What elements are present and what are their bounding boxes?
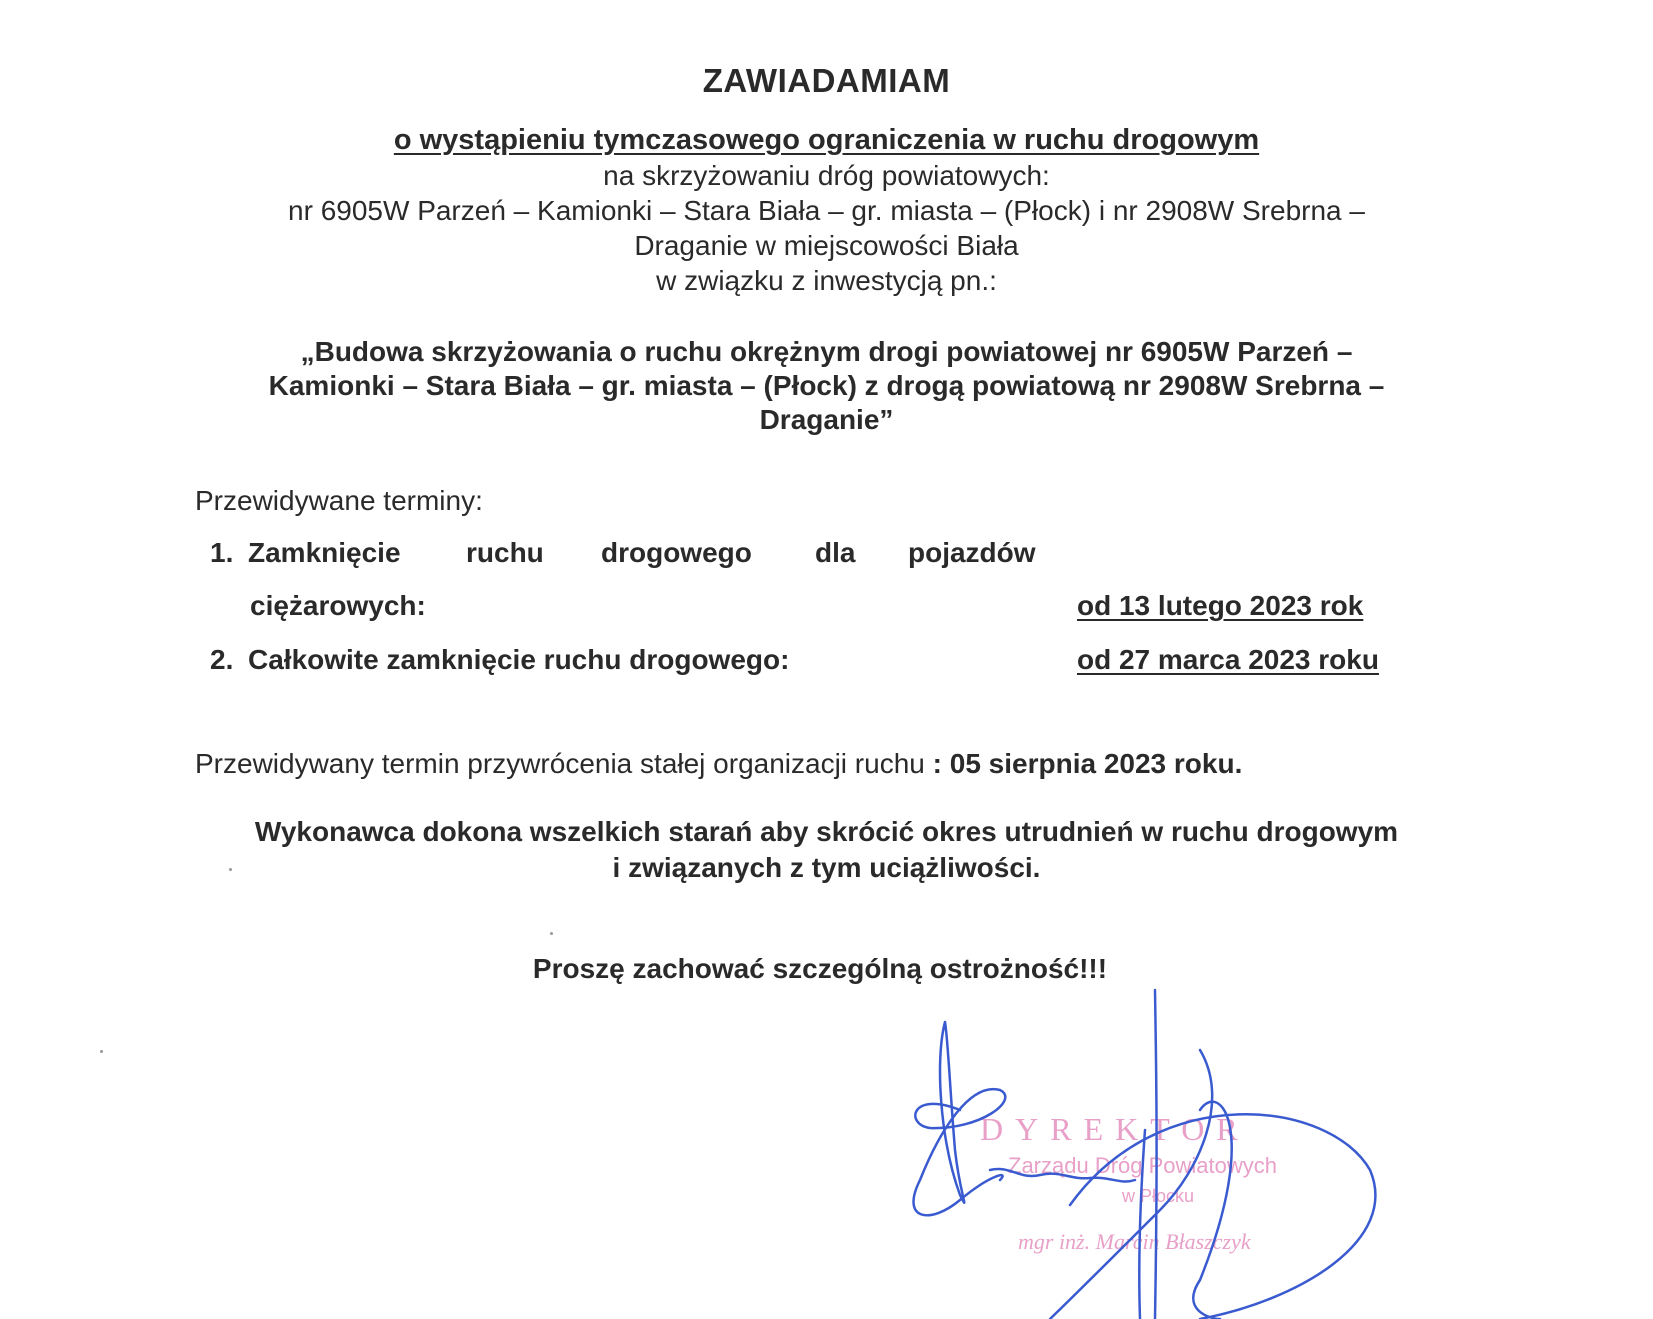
stamp-and-signature bbox=[900, 980, 1460, 1319]
scan-speck bbox=[229, 868, 232, 871]
term-1-word: Zamknięcie bbox=[248, 537, 401, 568]
restore-colon: : bbox=[924, 748, 950, 779]
contractor-line-2: i związanych z tym uciążliwości. bbox=[612, 852, 1041, 883]
stamp-title: DYREKTOR bbox=[980, 1111, 1250, 1147]
term-1-word: ruchu bbox=[466, 537, 544, 568]
location-line-4: w związku z inwestycją pn.: bbox=[656, 265, 997, 296]
scan-speck bbox=[550, 932, 553, 935]
investment-line-3: Draganie” bbox=[759, 404, 894, 435]
term-2-number: 2. bbox=[210, 644, 234, 675]
term-2-date: od 27 marca 2023 roku bbox=[1077, 644, 1379, 675]
contractor-line-1: Wykonawca dokona wszelkich starań aby skrócić okres utrudnień w ruchu drogowym bbox=[254, 816, 1399, 847]
term-1-date: od 13 lutego 2023 rok bbox=[1077, 590, 1364, 621]
caution-text: Proszę zachować szczególną ostrożność!!! bbox=[532, 953, 1108, 984]
restore-label: Przewidywany termin przywrócenia stałej organizacji ruchu bbox=[195, 748, 925, 779]
investment-line-1: „Budowa skrzyżowania o ruchu okrężnym drogi powiatowej nr 6905W Parzeń – bbox=[300, 336, 1353, 367]
term-1-word: dla bbox=[815, 537, 856, 568]
term-1-number: 1. bbox=[210, 537, 234, 568]
term-1-word: pojazdów bbox=[908, 537, 1036, 568]
location-line-3: Draganie w miejscowości Biała bbox=[634, 230, 1019, 261]
term-1-continuation: ciężarowych: bbox=[250, 590, 426, 621]
restore-line bbox=[195, 748, 1242, 780]
term-2-label: Całkowite zamknięcie ruchu drogowego: bbox=[248, 644, 790, 675]
location-line-1: na skrzyżowaniu dróg powiatowych: bbox=[603, 160, 1050, 191]
scan-speck bbox=[100, 1050, 103, 1053]
handwritten-signature bbox=[914, 990, 1376, 1319]
stamp-line-2: w Płocku bbox=[1122, 1186, 1195, 1206]
notice-subtitle: o wystąpieniu tymczasowego ograniczenia w ruchu drogowym bbox=[393, 124, 1260, 156]
investment-line-2: Kamionki – Stara Biała – gr. miasta – (Płock) z drogą powiatową nr 2908W Srebrna – bbox=[268, 370, 1385, 401]
restore-date: 05 sierpnia 2023 roku. bbox=[949, 748, 1243, 779]
stamp-line-1: Zarządu Dróg Powiatowych bbox=[1008, 1153, 1278, 1178]
term-1-word: drogowego bbox=[601, 537, 752, 568]
terms-heading: Przewidywane terminy: bbox=[195, 485, 483, 516]
stamp-name: mgr inż. Marcin Błaszczyk bbox=[1018, 1229, 1251, 1254]
location-line-2: nr 6905W Parzeń – Kamionki – Stara Biała – gr. miasta – (Płock) i nr 2908W Srebrna – bbox=[288, 195, 1365, 226]
notice-title: ZAWIADAMIAM bbox=[702, 62, 951, 99]
